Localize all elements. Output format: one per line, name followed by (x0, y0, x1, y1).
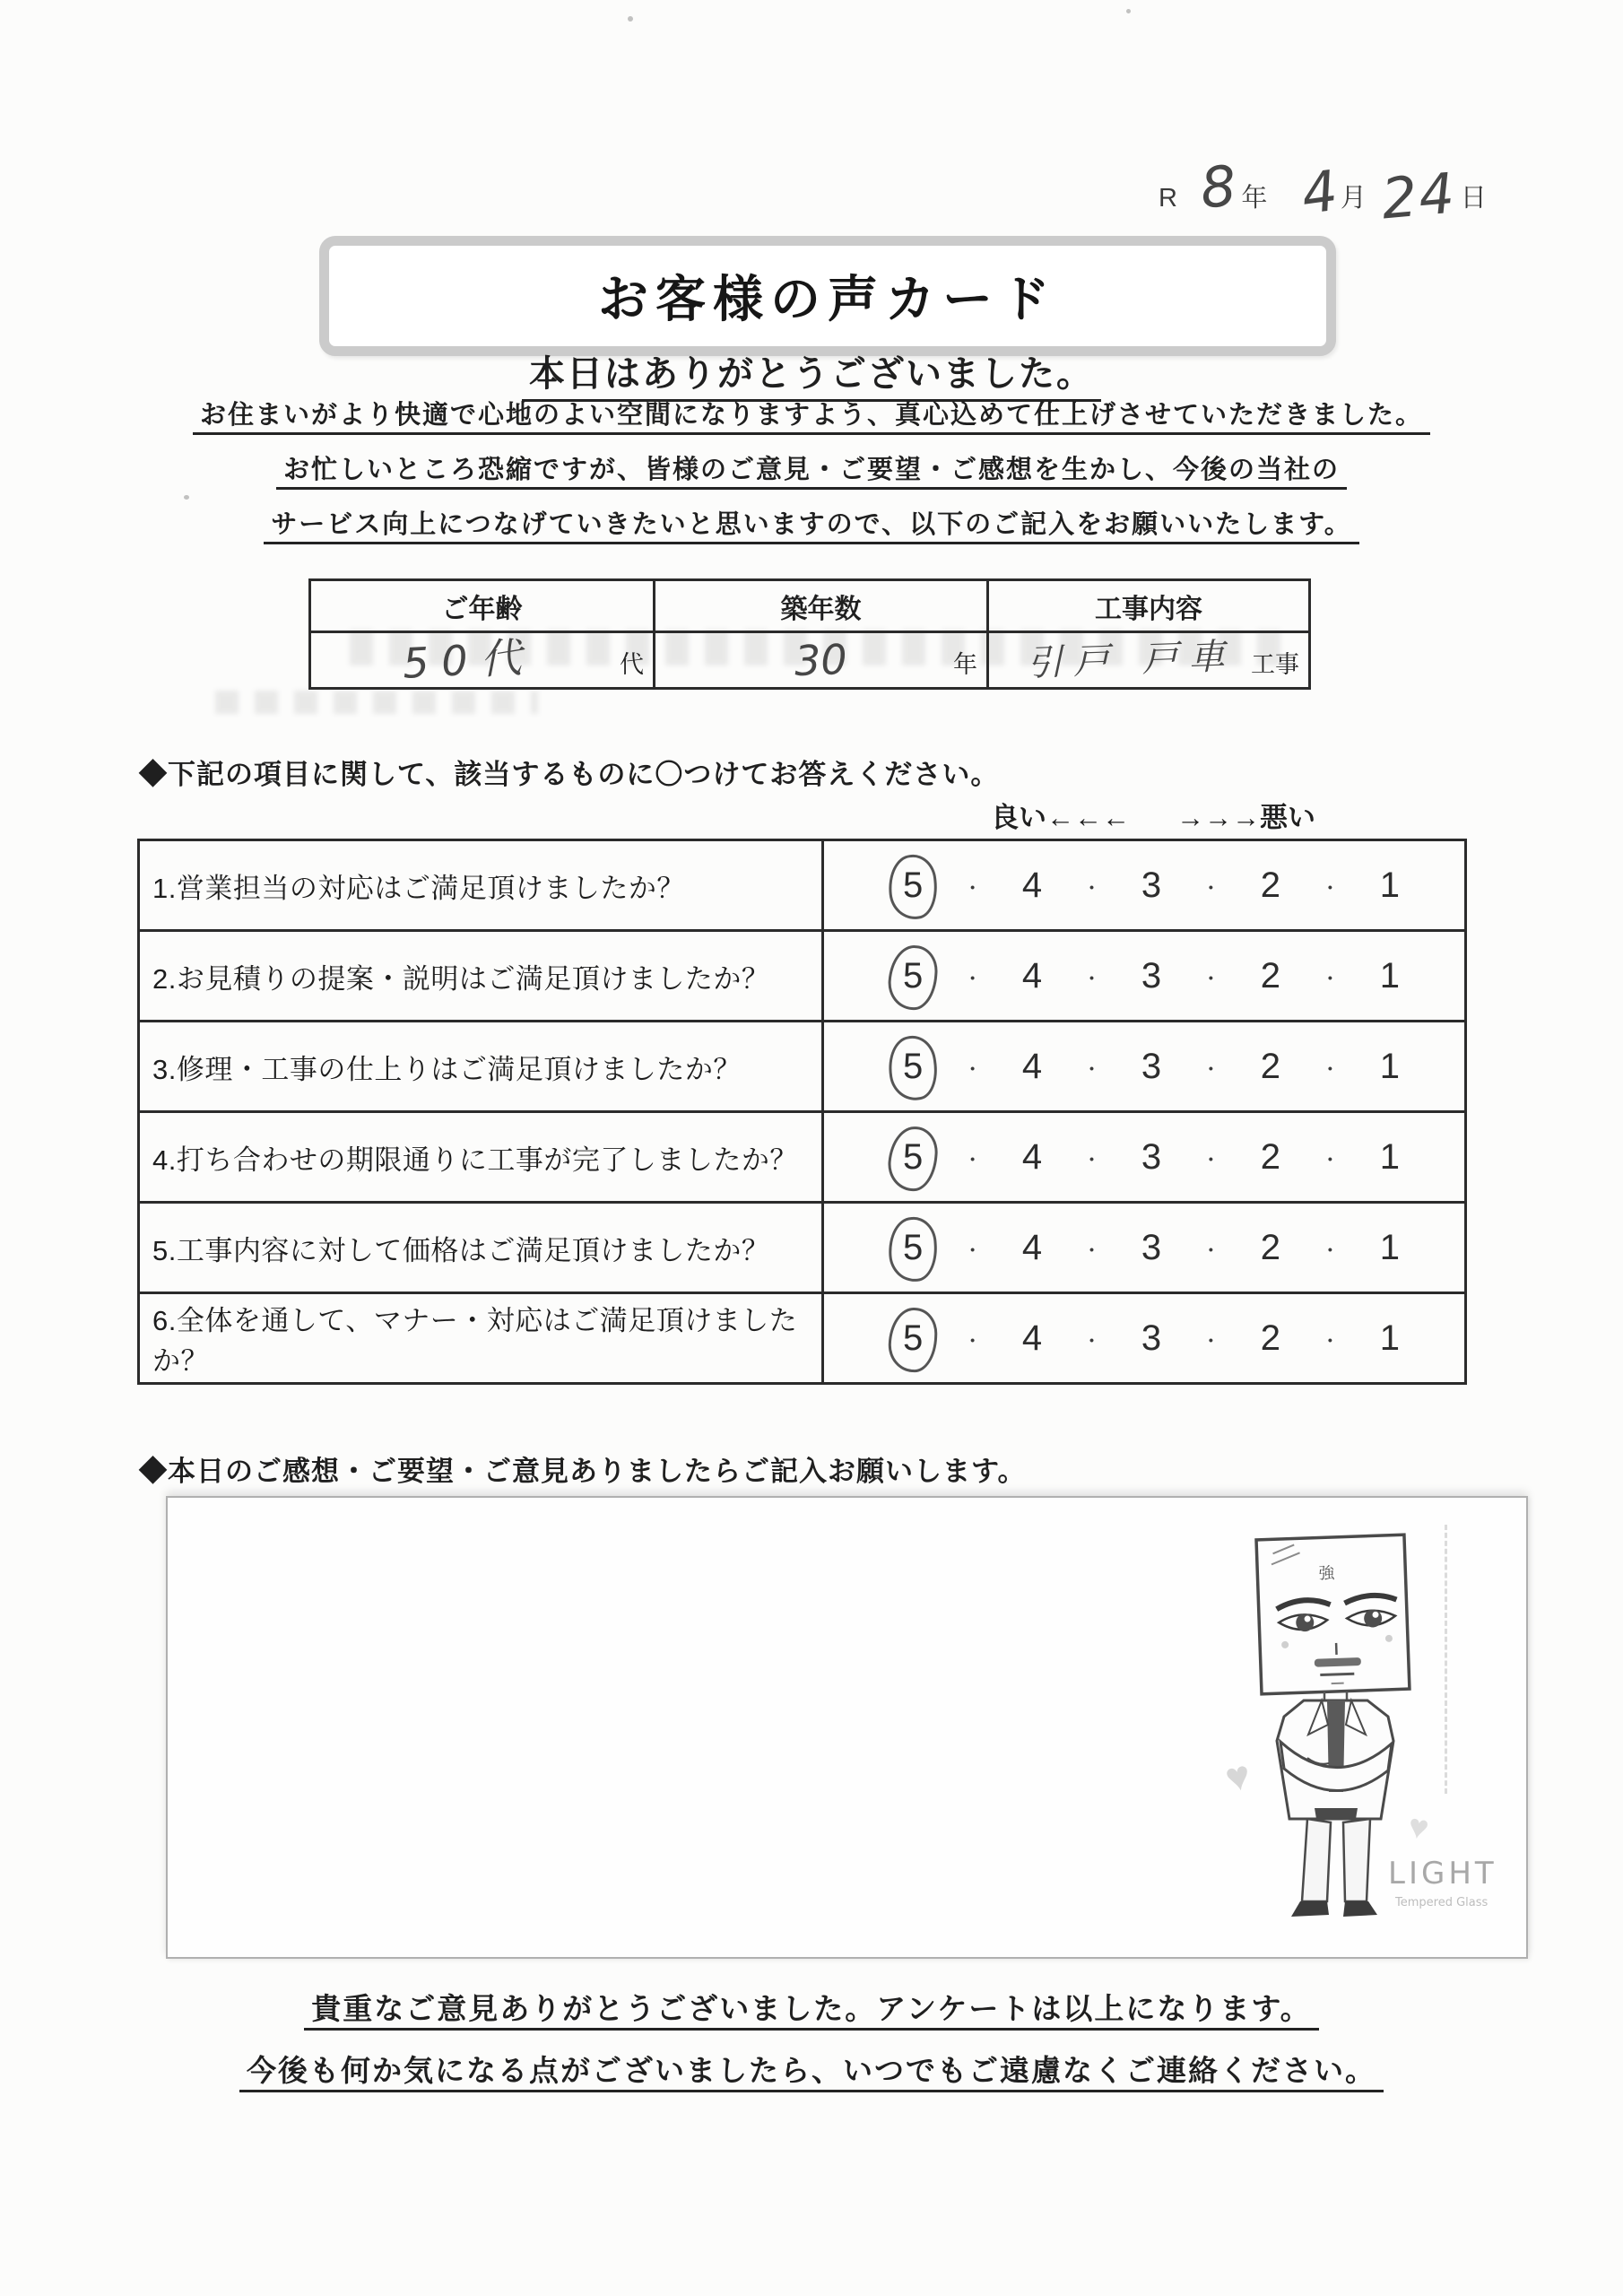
rating-option: 3 (1141, 1137, 1162, 1177)
rating-separator: ・ (1320, 1329, 1341, 1352)
rating-separator: ・ (1081, 876, 1102, 900)
scale-bad-label: →→→悪い (1176, 802, 1315, 833)
rating-option: 1 (1379, 1228, 1400, 1267)
rating-separator: ・ (962, 1239, 983, 1262)
mascot-character (1221, 1521, 1499, 1943)
survey-rating-cell (824, 841, 1464, 932)
scan-speck (628, 16, 633, 22)
rating-option: 1 (1379, 1318, 1400, 1358)
info-header-cell: ご年齢 (311, 581, 655, 633)
rating-option: 1 (1379, 1047, 1400, 1086)
mascot-forehead-mark: 強 (1318, 1563, 1335, 1583)
info-header-cell: 築年数 (655, 581, 989, 633)
survey-question-cell: 5.工事内容に対して価格はご満足頂けましたか？ (140, 1204, 824, 1294)
closing-line-text: 今後も何か気になる点がございましたら、いつでもご遠慮なくご連絡ください。 (239, 2055, 1384, 2092)
handwritten-value: 引戸 戸車 (1025, 635, 1237, 685)
survey-table (137, 839, 1467, 1385)
mascot-brand: LIGHT (1388, 1856, 1497, 1892)
handwritten-value: 30 (794, 634, 848, 686)
rating-separator: ・ (1320, 1148, 1341, 1171)
survey-question-cell: 3.修理・工事の仕上りはご満足頂けましたか？ (140, 1022, 824, 1113)
page-title: お客様の声カード (598, 271, 1057, 327)
scale-good-label: 良い←←← (991, 802, 1130, 833)
year-handwritten: 8 (1197, 152, 1239, 222)
bleedthrough-ghost (215, 691, 538, 714)
rating-option-circled: 5 (903, 865, 924, 905)
rating-separator: ・ (1081, 1239, 1102, 1262)
rating-separator: ・ (1201, 1057, 1221, 1081)
intro-line-text: お忙しいところ恐縮ですが、皆様のご意見・ご要望・ご感想を生かし、今後の当社の (276, 456, 1347, 490)
rating-separator: ・ (1201, 1148, 1221, 1171)
closing-line-row (0, 2055, 1623, 2092)
heart-icon: ♥ (1221, 1750, 1255, 1802)
rating-option: 2 (1260, 1137, 1281, 1177)
day-unit: 日 (1460, 184, 1487, 213)
rating-scale-label (991, 795, 1315, 835)
rating-option: 4 (1021, 956, 1043, 996)
rating-separator: ・ (962, 1057, 983, 1081)
rating-option-circled: 5 (903, 1137, 924, 1177)
info-table (308, 578, 1311, 690)
closing-line-row (0, 1993, 1623, 2031)
info-header-cell: 工事内容 (989, 581, 1308, 633)
comments-heading: ◆本日のご感想・ご要望・ご意見ありましたらご記入お願いします。 (139, 1456, 1027, 1487)
rating-option: 2 (1260, 1318, 1281, 1358)
intro-line-row (0, 510, 1623, 544)
rating-option: 1 (1379, 1137, 1400, 1177)
survey-question-cell: 4.打ち合わせの期限通りに工事が完了しましたか？ (140, 1113, 824, 1204)
rating-separator: ・ (1201, 1329, 1221, 1352)
survey-rating-cell (824, 1022, 1464, 1113)
rating-option-circled: 5 (903, 1318, 924, 1358)
survey-rating-cell (824, 1294, 1464, 1382)
rating-option: 2 (1260, 1047, 1281, 1086)
scan-speck (1126, 9, 1131, 13)
rating-separator: ・ (1320, 967, 1341, 990)
handwritten-value: 50代 (401, 632, 536, 688)
rating-separator: ・ (1201, 1239, 1221, 1262)
rating-option: 4 (1021, 1318, 1043, 1358)
intro-line-row (0, 456, 1623, 490)
rating-option: 3 (1141, 956, 1162, 996)
info-value-cell (989, 633, 1308, 687)
rating-separator: ・ (962, 876, 983, 900)
day-handwritten: 24 (1378, 160, 1459, 232)
rating-option: 2 (1260, 956, 1281, 996)
date-line (1159, 152, 1487, 232)
mascot-brand-sub: Tempered Glass (1395, 1896, 1488, 1909)
closing-line-text: 貴重なご意見ありがとうございました。アンケートは以上になります。 (304, 1993, 1318, 2031)
rating-option: 3 (1141, 1228, 1162, 1267)
rating-option-circled: 5 (903, 956, 924, 996)
rating-separator: ・ (1081, 1057, 1102, 1081)
rating-option: 4 (1021, 1228, 1043, 1267)
rating-option: 1 (1379, 865, 1400, 905)
rating-option: 1 (1379, 956, 1400, 996)
rating-separator: ・ (1201, 876, 1221, 900)
rating-separator: ・ (962, 1329, 983, 1352)
rating-option: 3 (1141, 865, 1162, 905)
heart-icon: ♥ (1405, 1807, 1432, 1848)
intro-lines (0, 401, 1623, 565)
survey-question-cell: 2.お見積りの提案・説明はご満足頂けましたか？ (140, 932, 824, 1022)
year-unit: 年 (1241, 184, 1268, 213)
rating-separator: ・ (1320, 1057, 1341, 1081)
mascot-head (1256, 1535, 1410, 1694)
survey-question-cell: 1.営業担当の対応はご満足頂けましたか？ (140, 841, 824, 932)
comment-box (166, 1496, 1528, 1959)
rating-option: 4 (1021, 1137, 1043, 1177)
rating-option: 4 (1021, 1047, 1043, 1086)
mascot-body (1277, 1692, 1393, 1917)
rating-separator: ・ (1320, 876, 1341, 900)
value-unit-label: 代 (620, 651, 644, 678)
intro-line-row (0, 401, 1623, 435)
survey-heading: ◆下記の項目に関して、該当するものに〇つけてお答えください。 (139, 759, 1000, 790)
info-value-cell (311, 633, 655, 687)
rating-separator: ・ (1081, 1148, 1102, 1171)
greeting-text: 本日はありがとうございました。 (522, 345, 1101, 402)
month-unit: 月 (1340, 184, 1367, 213)
rating-separator: ・ (1201, 967, 1221, 990)
rating-separator: ・ (962, 1148, 983, 1171)
rating-separator: ・ (962, 967, 983, 990)
rating-option: 4 (1021, 865, 1043, 905)
info-value-cell (655, 633, 989, 687)
rating-option: 2 (1260, 865, 1281, 905)
era-label: R (1159, 184, 1177, 213)
rating-separator: ・ (1081, 1329, 1102, 1352)
rating-option-circled: 5 (903, 1228, 924, 1267)
rating-option: 2 (1260, 1228, 1281, 1267)
survey-rating-cell (824, 932, 1464, 1022)
greeting-wrap (0, 345, 1623, 402)
rating-separator: ・ (1320, 1239, 1341, 1262)
rating-option-circled: 5 (903, 1047, 924, 1086)
value-unit-label: 工事 (1251, 651, 1299, 678)
title-box (319, 236, 1336, 356)
rating-separator: ・ (1081, 967, 1102, 990)
intro-line-text: サービス向上につなげていきたいと思いますので、以下のご記入をお願いいたします。 (264, 510, 1359, 544)
month-handwritten: 4 (1298, 157, 1342, 228)
rating-option: 3 (1141, 1047, 1162, 1086)
value-unit-label: 年 (953, 651, 977, 678)
survey-rating-cell (824, 1113, 1464, 1204)
closing-lines (0, 1993, 1623, 2117)
survey-question-cell: 6.全体を通して、マナー・対応はご満足頂けましたか？ (140, 1294, 824, 1382)
rating-option: 3 (1141, 1318, 1162, 1358)
survey-rating-cell (824, 1204, 1464, 1294)
intro-line-text: お住まいがより快適で心地のよい空間になりますよう、真心込めて仕上げさせていただきました。 (193, 401, 1430, 435)
